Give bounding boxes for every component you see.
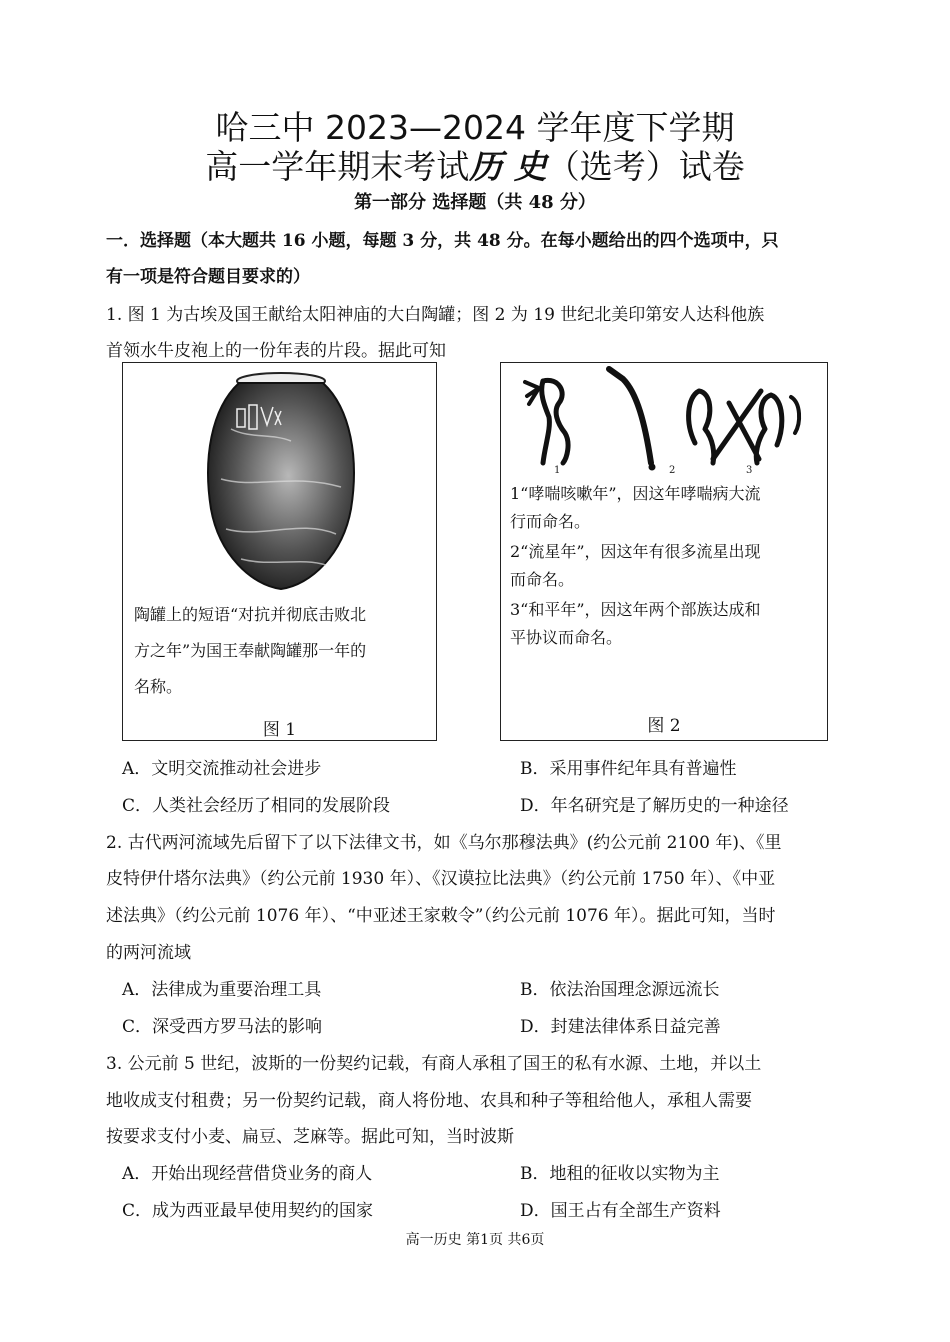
figure-1-caption: 图 1 bbox=[262, 720, 297, 740]
q1-option-a[interactable]: A．文明交流推动社会进步 bbox=[122, 759, 322, 779]
q1-stem-line2: 首领水牛皮袍上的一份年表的片段。据此可知 bbox=[106, 341, 446, 361]
pictograph-calendar-image bbox=[509, 363, 819, 475]
title-part-a: 高一学年期末考试 bbox=[205, 147, 470, 186]
q3-option-c[interactable]: C．成为西亚最早使用契约的国家 bbox=[122, 1201, 374, 1221]
section-instructions-line2: 有一项是符合题目要求的） bbox=[106, 267, 310, 287]
title-part-b: （选考）试卷 bbox=[546, 147, 745, 186]
q2-option-a[interactable]: A．法律成为重要治理工具 bbox=[122, 980, 322, 1000]
q2-stem-line3: 述法典》（约公元前 1076 年）、“中亚述王家敕令”（约公元前 1076 年）。据此可知，当时 bbox=[106, 906, 776, 926]
q3-option-b[interactable]: B．地租的征收以实物为主 bbox=[520, 1164, 720, 1184]
q2-option-b[interactable]: B．依法治国理念源远流长 bbox=[520, 980, 720, 1000]
figure-2-text-line5: 3“和平年”，因这年两个部族达成和 bbox=[510, 600, 761, 619]
q1-stem-line1: 1. 图 1 为古埃及国王献给太阳神庙的大白陶罐；图 2 为 19 世纪北美印第安人达科他族 bbox=[106, 305, 765, 325]
figure-2-box bbox=[500, 362, 828, 741]
figure-2-text-line4: 而命名。 bbox=[510, 570, 575, 589]
figure-2-text-line6: 平协议而命名。 bbox=[510, 628, 623, 647]
q1-option-c[interactable]: C．人类社会经历了相同的发展阶段 bbox=[122, 796, 391, 816]
figure-1-text-line1: 陶罐上的短语“对抗并彻底击败北 bbox=[134, 605, 367, 624]
figure-2-text-line3: 2“流星年”，因这年有很多流星出现 bbox=[510, 542, 761, 561]
q2-stem-line4: 的两河流域 bbox=[106, 943, 191, 963]
subject-name: 历 史 bbox=[469, 147, 547, 186]
q3-stem-line3: 按要求支付小麦、扁豆、芝麻等。据此可知，当时波斯 bbox=[106, 1127, 514, 1147]
exam-title-line1: 哈三中 2023—2024 学年度下学期 bbox=[215, 108, 735, 147]
q3-option-a[interactable]: A．开始出现经营借贷业务的商人 bbox=[122, 1164, 373, 1184]
figure-2-text-line1: 1“哮喘咳嗽年”，因这年哮喘病大流 bbox=[510, 484, 761, 503]
figure-2-caption: 图 2 bbox=[647, 716, 681, 736]
figure-1-box bbox=[122, 362, 437, 741]
figure-2-text-line2: 行而命名。 bbox=[510, 512, 591, 531]
exam-title-line2 bbox=[0, 141, 950, 188]
pictograph-number-1: 1 bbox=[554, 465, 561, 475]
q2-option-d[interactable]: D．封建法律体系日益完善 bbox=[520, 1017, 721, 1037]
pictograph-number-2: 2 bbox=[669, 465, 676, 475]
figure-1-text-line3: 名称。 bbox=[134, 677, 183, 696]
q3-option-d[interactable]: D．国王占有全部生产资料 bbox=[520, 1201, 721, 1221]
pottery-jar-image bbox=[201, 369, 361, 595]
section-instructions-line1: 一．选择题（本大题共 16 小题，每题 3 分，共 48 分。在每小题给出的四个选项中，只 bbox=[106, 231, 779, 251]
figure-1-text-line2: 方之年”为国王奉献陶罐那一年的 bbox=[134, 641, 367, 660]
page-footer: 高一历史 第1页 共6页 bbox=[405, 1232, 545, 1248]
q1-option-d[interactable]: D．年名研究是了解历史的一种途径 bbox=[520, 796, 789, 816]
q1-option-b[interactable]: B．采用事件纪年具有普遍性 bbox=[520, 759, 737, 779]
part-title: 第一部分 选择题（共 48 分） bbox=[354, 192, 596, 213]
q3-stem-line2: 地收成支付租费；另一份契约记载，商人将份地、农具和种子等租给他人，承租人需要 bbox=[106, 1091, 752, 1111]
q3-stem-line1: 3. 公元前 5 世纪，波斯的一份契约记载，有商人承租了国王的私有水源、土地，并以土 bbox=[106, 1054, 762, 1074]
q2-stem-line2: 皮特伊什塔尔法典》（约公元前 1930 年）、《汉谟拉比法典》（约公元前 1750 年）、《中亚 bbox=[106, 869, 776, 889]
q2-option-c[interactable]: C．深受西方罗马法的影响 bbox=[122, 1017, 323, 1037]
pictograph-number-3: 3 bbox=[746, 465, 753, 475]
q2-stem-line1: 2. 古代两河流域先后留下了以下法律文书，如《乌尔那穆法典》(约公元前 2100 年)、《里 bbox=[106, 833, 782, 853]
